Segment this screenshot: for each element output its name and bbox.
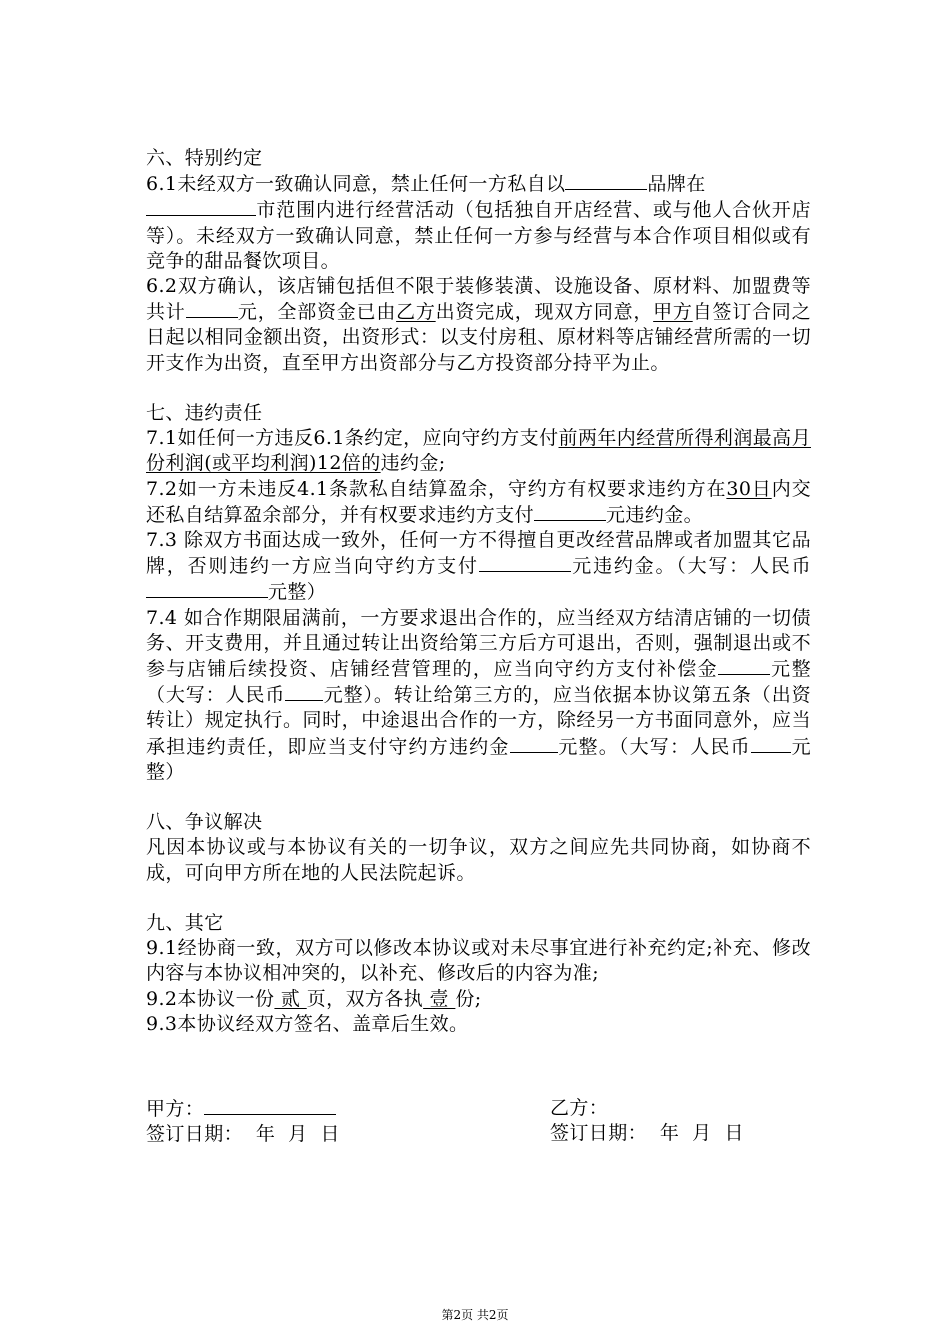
brand-blank (565, 171, 647, 190)
clause-9-3: 9.3本协议经双方签名、盖章后生效。 (146, 1012, 469, 1035)
clause-6-2: 6.2双方确认，该店铺包括但不限于装修装潢、设施设备、原材料、加盟费等共计 元，全部资金已由乙方出资完成，现双方同意，甲方自签订合同之日起以相同金额出资，出资形式：以支付房租、原材料等店铺经营所需的一切开支作为出资，直至甲方出资部分与乙方投资部分持平为止。 (146, 275, 811, 374)
section-9-heading: 九、其它 (146, 912, 224, 935)
party-a-label: 甲方： (146, 1098, 205, 1120)
clause-9-1: 9.1经协商一致，双方可以修改本协议或对未尽事宜进行补充约定;补充、修改内容与本协议相冲突的，以补充、修改后的内容为准; (146, 937, 811, 985)
capital-amount-blank (285, 682, 323, 701)
clause-7-2: 7.2如一方未违反4.1条款私自结算盈余，守约方有权要求违约方在30日内交还私自结算盈余部分，并有权要求违约方支付 元违约金。 (146, 477, 811, 526)
clause-7-1: 7.1如任何一方违反6.1条约定，应向守约方支付前两年内经营所得利润最高月份利润(或平均利润)12倍的违约金; (146, 427, 811, 475)
section-7-heading: 七、违约责任 (146, 402, 263, 425)
party-b-label: 乙方： (550, 1097, 609, 1119)
clause-7-4: 7.4 如合作期限届满前，一方要求退出合作的，应当经双方结清店铺的一切债务、开支费用，并且通过转让出资给第三方后方可退出，否则，强制退出或不参与店铺后续投资、店铺经营管理的，应当向守约方支付补偿金 元整（大写：人民币 元整）。转让给第三方的，应当依据本协议第五条（出资转让）规定执行。同时，中途退出合作的一方，除经另一方书面同意外，应当承担违约责任，即应当支付守约方违约金 元整。（大写：人民币 元整） (146, 606, 811, 783)
contract-body (146, 146, 811, 1037)
sign-date-a: 签订日期： 年 月 日 (146, 1123, 340, 1146)
clause-8: 凡因本协议或与本协议有关的一切争议，双方之间应先共同协商，如协商不成，可向甲方所在地的人民法院起诉。 (146, 836, 811, 884)
amount-blank (186, 299, 238, 318)
penalty-blank (510, 734, 558, 753)
sign-date-b: 签订日期： 年 月 日 (550, 1122, 744, 1145)
clause-6-1: 6.1未经双方一致确认同意，禁止任何一方私自以 品牌在 市范围内进行经营活动（包括独自开店经营、或与他人合伙开店等）。未经双方一致确认同意，禁止任何一方参与经营与本合作项目相似或有竞争的甜品餐饮项目。 (146, 173, 811, 272)
compensation-blank (718, 656, 770, 675)
penalty-blank (534, 502, 606, 521)
city-blank (146, 197, 256, 216)
party-a-signature (146, 1096, 340, 1147)
capital-amount-blank (751, 734, 791, 753)
capital-amount-blank (146, 579, 268, 598)
penalty-blank (479, 553, 571, 572)
section-8-heading: 八、争议解决 (146, 811, 263, 834)
clause-9-2: 9.2本协议一份 贰 页，双方各执 壹 份; (146, 987, 482, 1010)
clause-7-3: 7.3 除双方书面达成一致外，任何一方不得擅自更改经营品牌或者加盟其它品牌，否则违约一方应当向守约方支付 元违约金。（大写：人民币元整） (146, 529, 811, 604)
party-a-signature-blank (204, 1096, 336, 1115)
page-footer: 第2页 共2页 (441, 1308, 509, 1322)
party-b-signature (550, 1096, 744, 1146)
section-6-heading: 六、特别约定 (146, 147, 263, 169)
